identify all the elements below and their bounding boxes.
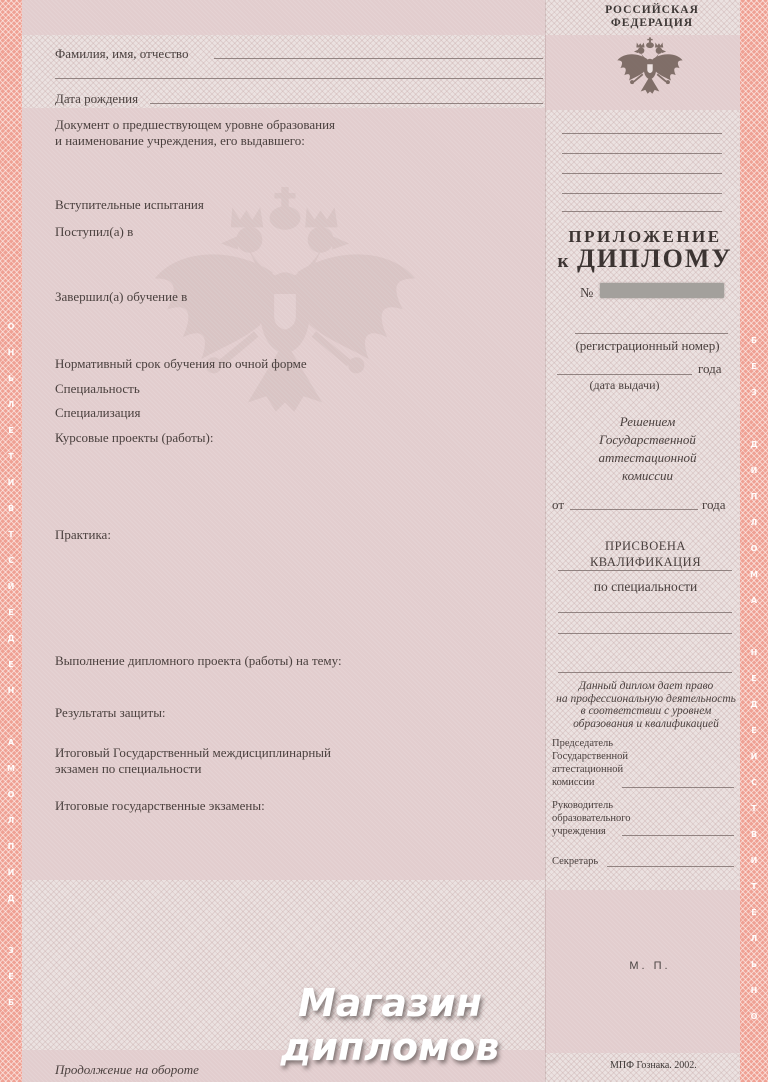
from-date-line — [570, 509, 698, 510]
shop-watermark — [240, 981, 540, 1069]
specialty-label: Специальность — [55, 381, 140, 396]
fio-line-2 — [55, 78, 543, 79]
qualification-title: ПРИСВОЕНА КВАЛИФИКАЦИЯ — [589, 539, 702, 569]
column-divider — [545, 0, 546, 1082]
chairman-signature-line — [622, 787, 734, 788]
rights-statement: Данный диплом дает право на профессиональную деятельность в соответствии с уровнем образования и квалификацией — [556, 680, 736, 730]
blank-ruled-line — [562, 133, 722, 134]
shop-watermark-line1: Магазин — [298, 981, 482, 1025]
specialty-blank-line — [558, 633, 732, 634]
final-exam-label-line1: Итоговый Государственный междисциплинарный — [55, 745, 331, 760]
country-line1: РОССИЙСКАЯ — [605, 4, 699, 16]
left-security-band — [0, 0, 22, 1082]
chairman-label: Председатель Государственной аттестационной комиссии — [552, 738, 628, 788]
top-strip — [22, 0, 545, 35]
blank-ruled-line — [562, 153, 722, 154]
head-label: Руководитель образовательного учреждения — [552, 800, 631, 837]
fio-label: Фамилия, имя, отчество — [55, 46, 189, 61]
state-exams-label: Итоговые государственные экзамены: — [55, 798, 265, 813]
diploma-project-label: Выполнение дипломного проекта (работы) на тему: — [55, 653, 342, 668]
number-redaction-box — [600, 283, 724, 298]
coat-of-arms-icon — [606, 37, 694, 107]
issue-date-caption: (дата выдачи) — [589, 378, 660, 392]
blank-ruled-line — [562, 173, 722, 174]
commission-decision-text: Решением Государственной аттестационной комиссии — [598, 414, 697, 483]
secretary-signature-line — [607, 866, 734, 867]
right-band-warning-text: БЕЗ ДИПЛОМА НЕДЕЙСТВИТЕЛЬНО — [749, 336, 759, 1038]
number-label: № — [580, 286, 594, 301]
final-exam-label-line2: экзамен по специальности — [55, 761, 202, 776]
right-security-band — [740, 0, 768, 1082]
course-projects-label: Курсовые проекты (работы): — [55, 430, 214, 445]
blank-ruled-line — [562, 193, 722, 194]
entrance-exams-label: Вступительные испытания — [55, 197, 204, 212]
normative-term-label: Нормативный срок обучения по очной форме — [55, 356, 307, 371]
supplement-title-line2 — [550, 244, 740, 274]
from-label: от — [552, 497, 565, 512]
finished-label: Завершил(а) обучение в — [55, 289, 188, 304]
specialty-blank-line — [558, 612, 732, 613]
shop-watermark-line2: дипломов — [280, 1025, 500, 1069]
birth-date-label: Дата рождения — [55, 91, 139, 106]
practice-label: Практика: — [55, 527, 111, 542]
seal-place-label: М. П. — [629, 960, 671, 972]
country-name — [557, 4, 747, 30]
qualification-line — [558, 570, 732, 571]
left-band-warning-text: ОНЬЛЕТИВТСЙЕДЕН АМОЛПИД ЗЕБ — [6, 322, 16, 1024]
printer-label: МПФ Гознака. 2002. — [610, 1060, 697, 1071]
from-year-suffix: года — [702, 497, 726, 512]
issue-date-line — [557, 374, 692, 375]
specialty-blank-line — [558, 672, 732, 673]
reg-number-line — [575, 333, 728, 334]
issue-year-suffix: года — [698, 361, 722, 376]
head-signature-line — [622, 835, 734, 836]
fio-line — [214, 58, 543, 59]
title-diploma: ДИПЛОМУ — [576, 244, 733, 273]
specialization-label: Специализация — [55, 405, 141, 420]
enrolled-label: Поступил(а) в — [55, 224, 134, 239]
supplement-title-line1: ПРИЛОЖЕНИЕ — [568, 227, 722, 246]
birth-date-line — [150, 103, 543, 104]
secretary-label: Секретарь — [552, 856, 599, 867]
reg-number-caption: (регистрационный номер) — [575, 338, 720, 353]
blank-ruled-line — [562, 211, 722, 212]
prev-education-label-line2: и наименование учреждения, его выдавшего: — [55, 133, 305, 148]
watermark-eagle-icon — [130, 185, 440, 465]
prev-education-label-line1: Документ о предшествующем уровне образования — [55, 117, 336, 132]
by-specialty-label: по специальности — [593, 579, 698, 594]
defense-results-label: Результаты защиты: — [55, 705, 166, 720]
title-k: к — [557, 251, 569, 272]
continuation-label: Продолжение на обороте — [55, 1062, 199, 1077]
country-line2: ФЕДЕРАЦИЯ — [610, 17, 694, 29]
